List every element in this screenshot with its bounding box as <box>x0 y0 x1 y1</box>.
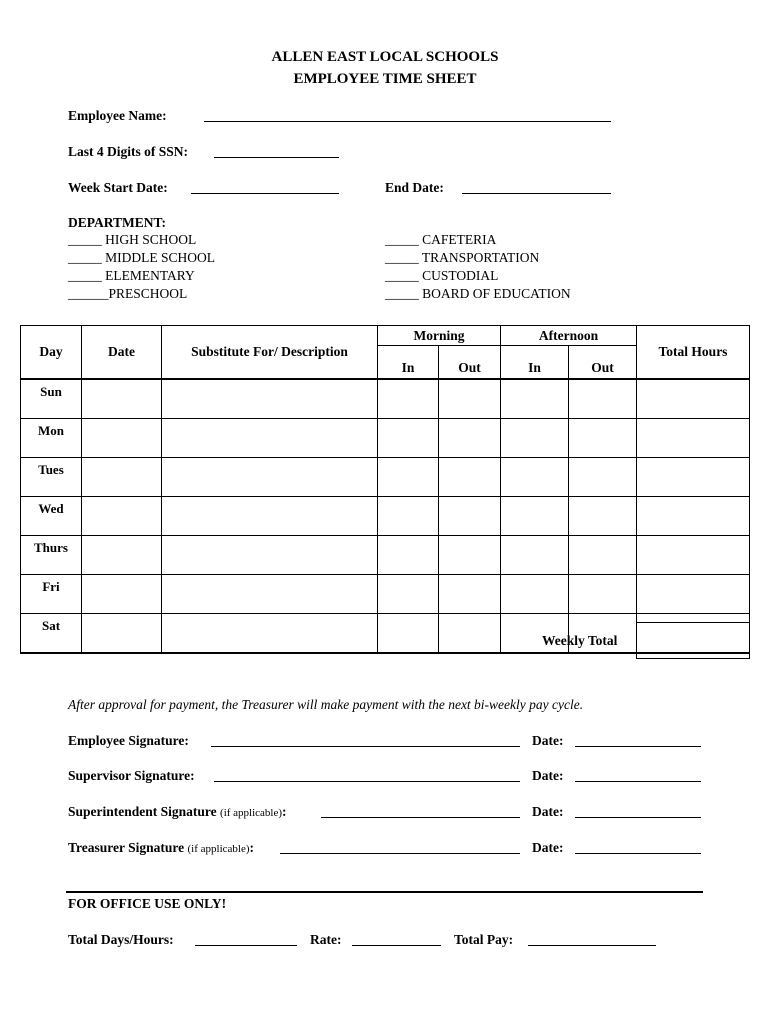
table-row <box>21 418 750 457</box>
description-cell[interactable] <box>162 379 378 419</box>
dept-high-school[interactable]: _____ HIGH SCHOOL <box>68 232 197 247</box>
afternoon-in-cell[interactable] <box>501 535 569 574</box>
date-cell[interactable] <box>82 574 162 613</box>
week-start-field[interactable] <box>191 193 339 194</box>
employee-signature-field[interactable] <box>211 746 520 747</box>
afternoon-out-cell[interactable] <box>569 535 637 574</box>
total-pay-label: Total Pay: <box>454 932 514 947</box>
supervisor-signature-field[interactable] <box>214 781 520 782</box>
afternoon-in-cell[interactable] <box>501 379 569 419</box>
superintendent-signature-text: Superintendent Signature <box>68 804 217 819</box>
superintendent-signature-label: Superintendent Signature (if applicable): <box>68 804 287 819</box>
treasurer-date-field[interactable] <box>575 853 701 854</box>
end-date-field[interactable] <box>462 193 611 194</box>
morning-out-cell[interactable] <box>439 457 501 496</box>
col-date: Date <box>82 326 162 379</box>
col-day: Day <box>21 326 82 379</box>
day-label: Thurs <box>21 535 82 574</box>
week-start-label: Week Start Date: <box>68 180 168 195</box>
date-cell[interactable] <box>82 418 162 457</box>
treasurer-signature-field[interactable] <box>280 853 520 854</box>
dept-cafeteria[interactable]: _____ CAFETERIA <box>385 232 497 247</box>
total-days-label: Total Days/Hours: <box>68 932 174 947</box>
date-cell[interactable] <box>82 379 162 419</box>
total-hours-cell[interactable] <box>637 457 750 496</box>
day-label: Mon <box>21 418 82 457</box>
col-afternoon-out: Out <box>569 346 637 379</box>
ssn-field[interactable] <box>214 157 339 158</box>
description-cell[interactable] <box>162 574 378 613</box>
if-applicable-note: (if applicable) <box>220 807 283 819</box>
total-hours-cell[interactable] <box>637 574 750 613</box>
department-label: DEPARTMENT: <box>68 215 167 230</box>
table-row <box>21 496 750 535</box>
day-label: Sat <box>21 613 82 653</box>
form-title: ALLEN EAST LOCAL SCHOOLS <box>271 49 499 65</box>
total-hours-cell[interactable] <box>637 535 750 574</box>
dept-transportation[interactable]: _____ TRANSPORTATION <box>385 250 540 265</box>
total-pay-field[interactable] <box>528 945 656 946</box>
morning-in-cell[interactable] <box>378 613 439 653</box>
afternoon-out-cell[interactable] <box>569 574 637 613</box>
afternoon-out-cell[interactable] <box>569 496 637 535</box>
total-hours-cell[interactable] <box>637 379 750 419</box>
treasurer-signature-label: Treasurer Signature (if applicable): <box>68 840 255 855</box>
table-row <box>21 535 750 574</box>
table-row <box>21 574 750 613</box>
date-cell[interactable] <box>82 496 162 535</box>
dept-preschool[interactable]: ______PRESCHOOL <box>68 286 188 301</box>
morning-out-cell[interactable] <box>439 574 501 613</box>
rate-field[interactable] <box>352 945 441 946</box>
table-row <box>21 457 750 496</box>
description-cell[interactable] <box>162 418 378 457</box>
dept-custodial[interactable]: _____ CUSTODIAL <box>385 268 499 283</box>
supervisor-signature-label: Supervisor Signature: <box>68 768 195 783</box>
col-total-hours: Total Hours <box>637 326 750 379</box>
morning-in-cell[interactable] <box>378 574 439 613</box>
morning-out-cell[interactable] <box>439 379 501 419</box>
date-cell[interactable] <box>82 613 162 653</box>
date-cell[interactable] <box>82 535 162 574</box>
col-afternoon: Afternoon <box>501 326 637 346</box>
morning-out-cell[interactable] <box>439 613 501 653</box>
day-label: Sun <box>21 379 82 419</box>
description-cell[interactable] <box>162 535 378 574</box>
col-description: Substitute For/ Description <box>162 326 378 379</box>
treasurer-date-label: Date: <box>532 840 564 855</box>
weekly-total-box[interactable] <box>636 622 750 659</box>
afternoon-in-cell[interactable] <box>501 574 569 613</box>
payment-note: After approval for payment, the Treasurer will make payment with the next bi-weekly pay cycle. <box>68 697 584 712</box>
morning-in-cell[interactable] <box>378 379 439 419</box>
total-hours-cell[interactable] <box>637 418 750 457</box>
weekly-total-label: Weekly Total <box>542 633 618 648</box>
dept-board-of-education[interactable]: _____ BOARD OF EDUCATION <box>385 286 571 301</box>
morning-in-cell[interactable] <box>378 535 439 574</box>
total-days-field[interactable] <box>195 945 297 946</box>
rate-label: Rate: <box>310 932 342 947</box>
morning-out-cell[interactable] <box>439 496 501 535</box>
afternoon-out-cell[interactable] <box>569 418 637 457</box>
employee-name-label: Employee Name: <box>68 108 167 123</box>
morning-in-cell[interactable] <box>378 418 439 457</box>
treasurer-signature-text: Treasurer Signature <box>68 840 185 855</box>
day-label: Wed <box>21 496 82 535</box>
col-morning-out: Out <box>439 346 501 379</box>
superintendent-signature-field[interactable] <box>321 817 520 818</box>
afternoon-in-cell[interactable] <box>501 457 569 496</box>
description-cell[interactable] <box>162 613 378 653</box>
afternoon-out-cell[interactable] <box>569 457 637 496</box>
morning-out-cell[interactable] <box>439 418 501 457</box>
morning-in-cell[interactable] <box>378 457 439 496</box>
col-morning-in: In <box>378 346 439 379</box>
superintendent-date-field[interactable] <box>575 817 701 818</box>
ssn-label: Last 4 Digits of SSN: <box>68 144 189 159</box>
afternoon-in-cell[interactable] <box>501 418 569 457</box>
afternoon-out-cell[interactable] <box>569 379 637 419</box>
office-use-heading: FOR OFFICE USE ONLY! <box>68 896 227 911</box>
end-date-label: End Date: <box>385 180 444 195</box>
dept-elementary[interactable]: _____ ELEMENTARY <box>68 268 195 283</box>
supervisor-date-label: Date: <box>532 768 564 783</box>
day-label: Fri <box>21 574 82 613</box>
col-morning: Morning <box>378 326 501 346</box>
employee-date-field[interactable] <box>575 746 701 747</box>
office-divider <box>66 891 703 893</box>
dept-middle-school[interactable]: _____ MIDDLE SCHOOL <box>68 250 215 265</box>
morning-in-cell[interactable] <box>378 496 439 535</box>
employee-name-field[interactable] <box>204 121 611 122</box>
time-table <box>20 325 750 654</box>
total-hours-cell[interactable] <box>637 496 750 535</box>
if-applicable-note: (if applicable) <box>187 843 250 855</box>
description-cell[interactable] <box>162 457 378 496</box>
employee-date-label: Date: <box>532 733 564 748</box>
table-row <box>21 379 750 419</box>
date-cell[interactable] <box>82 457 162 496</box>
col-afternoon-in: In <box>501 346 569 379</box>
description-cell[interactable] <box>162 496 378 535</box>
afternoon-in-cell[interactable] <box>501 496 569 535</box>
employee-signature-label: Employee Signature: <box>68 733 189 748</box>
morning-out-cell[interactable] <box>439 535 501 574</box>
form-subtitle: EMPLOYEE TIME SHEET <box>293 71 477 87</box>
day-label: Tues <box>21 457 82 496</box>
superintendent-date-label: Date: <box>532 804 564 819</box>
supervisor-date-field[interactable] <box>575 781 701 782</box>
